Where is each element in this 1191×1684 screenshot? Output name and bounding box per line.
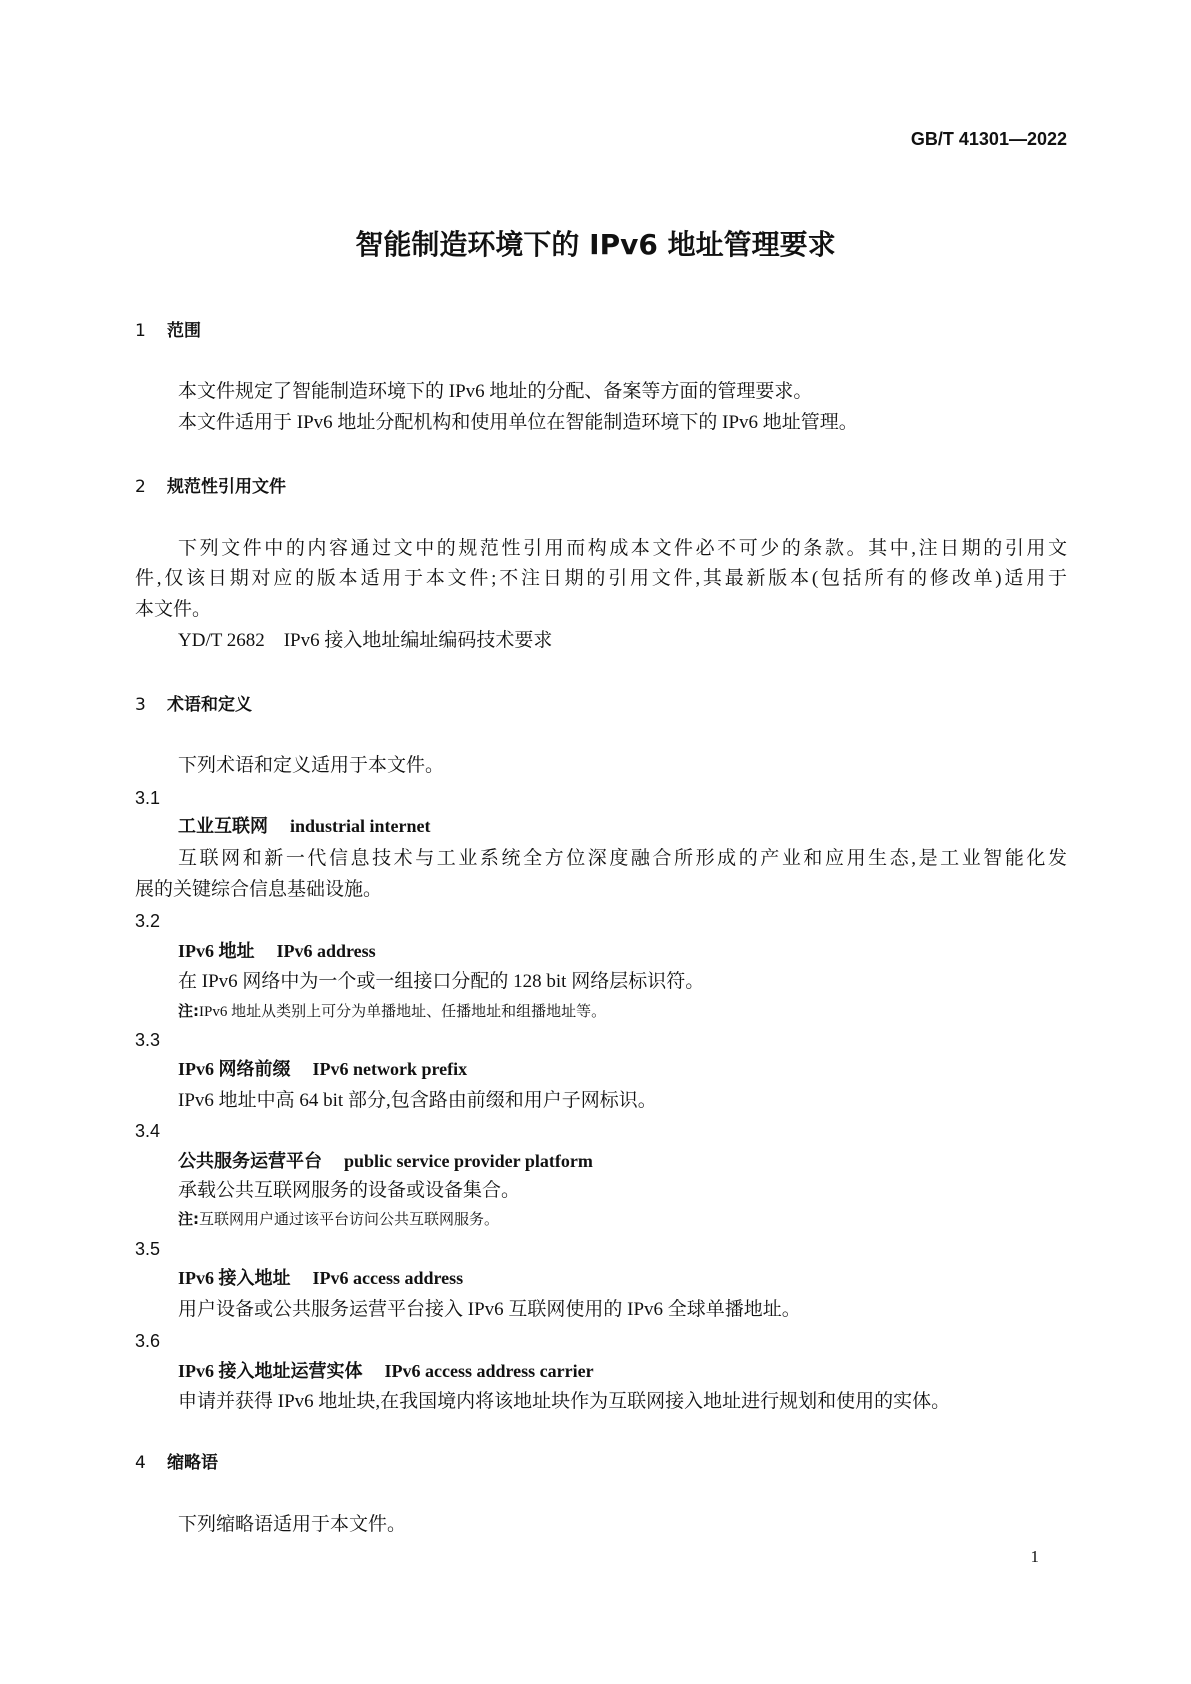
term-zh: 公共服务运营平台 xyxy=(178,1151,322,1171)
page-title: 智能制造环境下的 IPv6 地址管理要求 xyxy=(355,228,836,261)
section-title: 术语和定义 xyxy=(167,695,252,715)
section-heading-2 xyxy=(135,475,286,499)
paragraph-line: 件,仅该日期对应的版本适用于本文件;不注日期的引用文件,其最新版本(包括所有的修改单)适用于 xyxy=(135,568,1067,589)
normative-reference: YD/T 2682 IPv6 接入地址编址编码技术要求 xyxy=(178,630,553,651)
term-number: 3.1 xyxy=(135,788,161,808)
note-label: 注: xyxy=(178,1002,199,1020)
section-number: 4 xyxy=(135,1453,146,1473)
term-zh: IPv6 接入地址 xyxy=(178,1268,291,1288)
term-en: public service provider platform xyxy=(344,1151,593,1171)
section-title: 缩略语 xyxy=(167,1453,218,1473)
section-number: 3 xyxy=(135,695,146,715)
section-number: 1 xyxy=(135,321,146,341)
term-note xyxy=(178,1207,499,1232)
section-title: 范围 xyxy=(167,321,201,341)
section-title: 规范性引用文件 xyxy=(167,477,286,497)
term-heading xyxy=(178,1149,593,1173)
paragraph: 本文件适用于 IPv6 地址分配机构和使用单位在智能制造环境下的 IPv6 地址管理。 xyxy=(178,412,858,433)
term-heading xyxy=(178,1359,594,1383)
term-heading xyxy=(178,814,431,838)
term-en: IPv6 network prefix xyxy=(312,1059,468,1079)
term-definition: 在 IPv6 网络中为一个或一组接口分配的 128 bit 网络层标识符。 xyxy=(178,971,705,992)
term-en: IPv6 access address carrier xyxy=(384,1361,594,1381)
note-label: 注: xyxy=(178,1210,199,1228)
section-heading-4 xyxy=(135,1451,218,1475)
term-heading xyxy=(178,1266,463,1290)
term-definition-line: 展的关键综合信息基础设施。 xyxy=(135,879,383,900)
term-heading xyxy=(178,1057,467,1081)
term-zh: IPv6 地址 xyxy=(178,941,255,961)
term-definition: IPv6 地址中高 64 bit 部分,包含路由前缀和用户子网标识。 xyxy=(178,1090,657,1111)
term-en: IPv6 address xyxy=(276,941,376,961)
term-zh: IPv6 接入地址运营实体 xyxy=(178,1361,363,1381)
term-en: industrial internet xyxy=(290,816,431,836)
term-number: 3.3 xyxy=(135,1030,161,1050)
page-number: 1 xyxy=(1030,1547,1039,1566)
term-definition: 承载公共互联网服务的设备或设备集合。 xyxy=(178,1180,521,1201)
paragraph: 下列缩略语适用于本文件。 xyxy=(178,1514,407,1535)
term-definition: 申请并获得 IPv6 地址块,在我国境内将该地址块作为互联网接入地址进行规划和使用的实体。 xyxy=(178,1391,951,1412)
section-heading-1 xyxy=(135,319,201,343)
term-number: 3.6 xyxy=(135,1331,161,1351)
term-note xyxy=(178,999,606,1024)
paragraph: 下列术语和定义适用于本文件。 xyxy=(178,755,445,776)
paragraph-line: 下列文件中的内容通过文中的规范性引用而构成本文件必不可少的条款。其中,注日期的引用文 xyxy=(178,538,1067,559)
term-definition-line: 互联网和新一代信息技术与工业系统全方位深度融合所形成的产业和应用生态,是工业智能化发 xyxy=(178,848,1067,869)
section-heading-3 xyxy=(135,693,252,717)
paragraph-line: 本文件。 xyxy=(135,599,212,620)
term-number: 3.5 xyxy=(135,1239,161,1259)
term-heading xyxy=(178,939,376,963)
section-number: 2 xyxy=(135,477,146,497)
paragraph: 本文件规定了智能制造环境下的 IPv6 地址的分配、备案等方面的管理要求。 xyxy=(178,381,813,402)
term-zh: 工业互联网 xyxy=(178,816,268,836)
term-definition: 用户设备或公共服务运营平台接入 IPv6 互联网使用的 IPv6 全球单播地址。 xyxy=(178,1299,801,1320)
standard-number: GB/T 41301—2022 xyxy=(910,129,1067,149)
note-text: 互联网用户通过该平台访问公共互联网服务。 xyxy=(199,1212,500,1228)
term-number: 3.4 xyxy=(135,1121,161,1141)
term-number: 3.2 xyxy=(135,911,161,931)
note-text: IPv6 地址从类别上可分为单播地址、任播地址和组播地址等。 xyxy=(199,1004,607,1020)
term-zh: IPv6 网络前缀 xyxy=(178,1059,291,1079)
term-en: IPv6 access address xyxy=(312,1268,464,1288)
